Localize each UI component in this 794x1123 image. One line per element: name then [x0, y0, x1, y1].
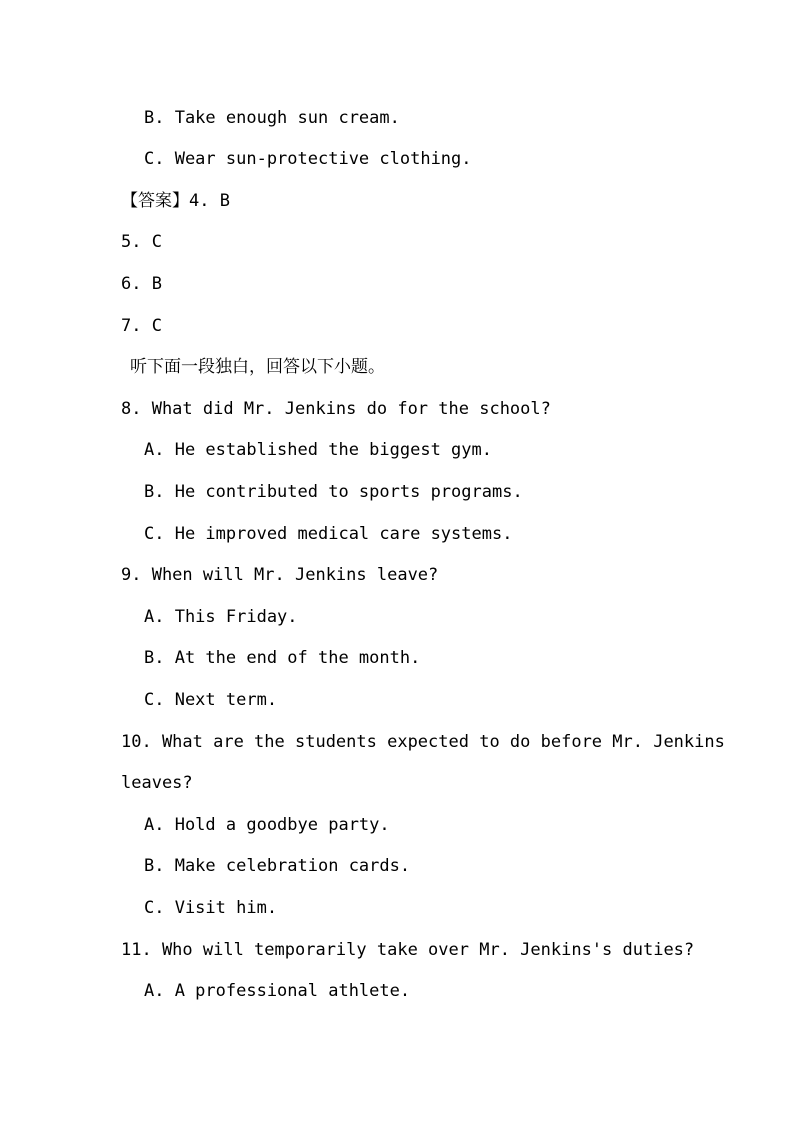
question-10-option-b: B. Make celebration cards. [144, 856, 411, 876]
question-8-option-a: A. He established the biggest gym. [144, 440, 492, 460]
question-8-option-b: B. He contributed to sports programs. [144, 482, 523, 502]
answer-5: 5. C [121, 232, 162, 252]
answer-4: 4. B [189, 191, 230, 211]
question-10-stem-line1: 10. What are the students expected to do before Mr. Jenkins [121, 732, 725, 752]
question-11-option-a: A. A professional athlete. [144, 981, 411, 1001]
answer-6: 6. B [121, 274, 162, 294]
option-3b: B. Take enough sun cream. [144, 108, 400, 128]
answer-7: 7. C [121, 316, 162, 336]
question-9-option-a: A. This Friday. [144, 607, 298, 627]
question-9-option-c: C. Next term. [144, 690, 278, 710]
question-10-option-c: C. Visit him. [144, 898, 278, 918]
question-11-stem: 11. Who will temporarily take over Mr. Jenkins's duties? [121, 940, 695, 960]
section-instruction: 听下面一段独白，回答以下小题。 [130, 357, 385, 377]
question-9-option-b: B. At the end of the month. [144, 648, 421, 668]
answer-label: 【答案】 [121, 191, 189, 211]
question-8-option-c: C. He improved medical care systems. [144, 524, 513, 544]
question-9-stem: 9. When will Mr. Jenkins leave? [121, 565, 439, 585]
option-3c: C. Wear sun-protective clothing. [144, 149, 472, 169]
question-10-option-a: A. Hold a goodbye party. [144, 815, 390, 835]
question-10-stem-line2: leaves? [121, 773, 193, 793]
question-8-stem: 8. What did Mr. Jenkins do for the school? [121, 399, 551, 419]
answer-line [121, 190, 230, 212]
